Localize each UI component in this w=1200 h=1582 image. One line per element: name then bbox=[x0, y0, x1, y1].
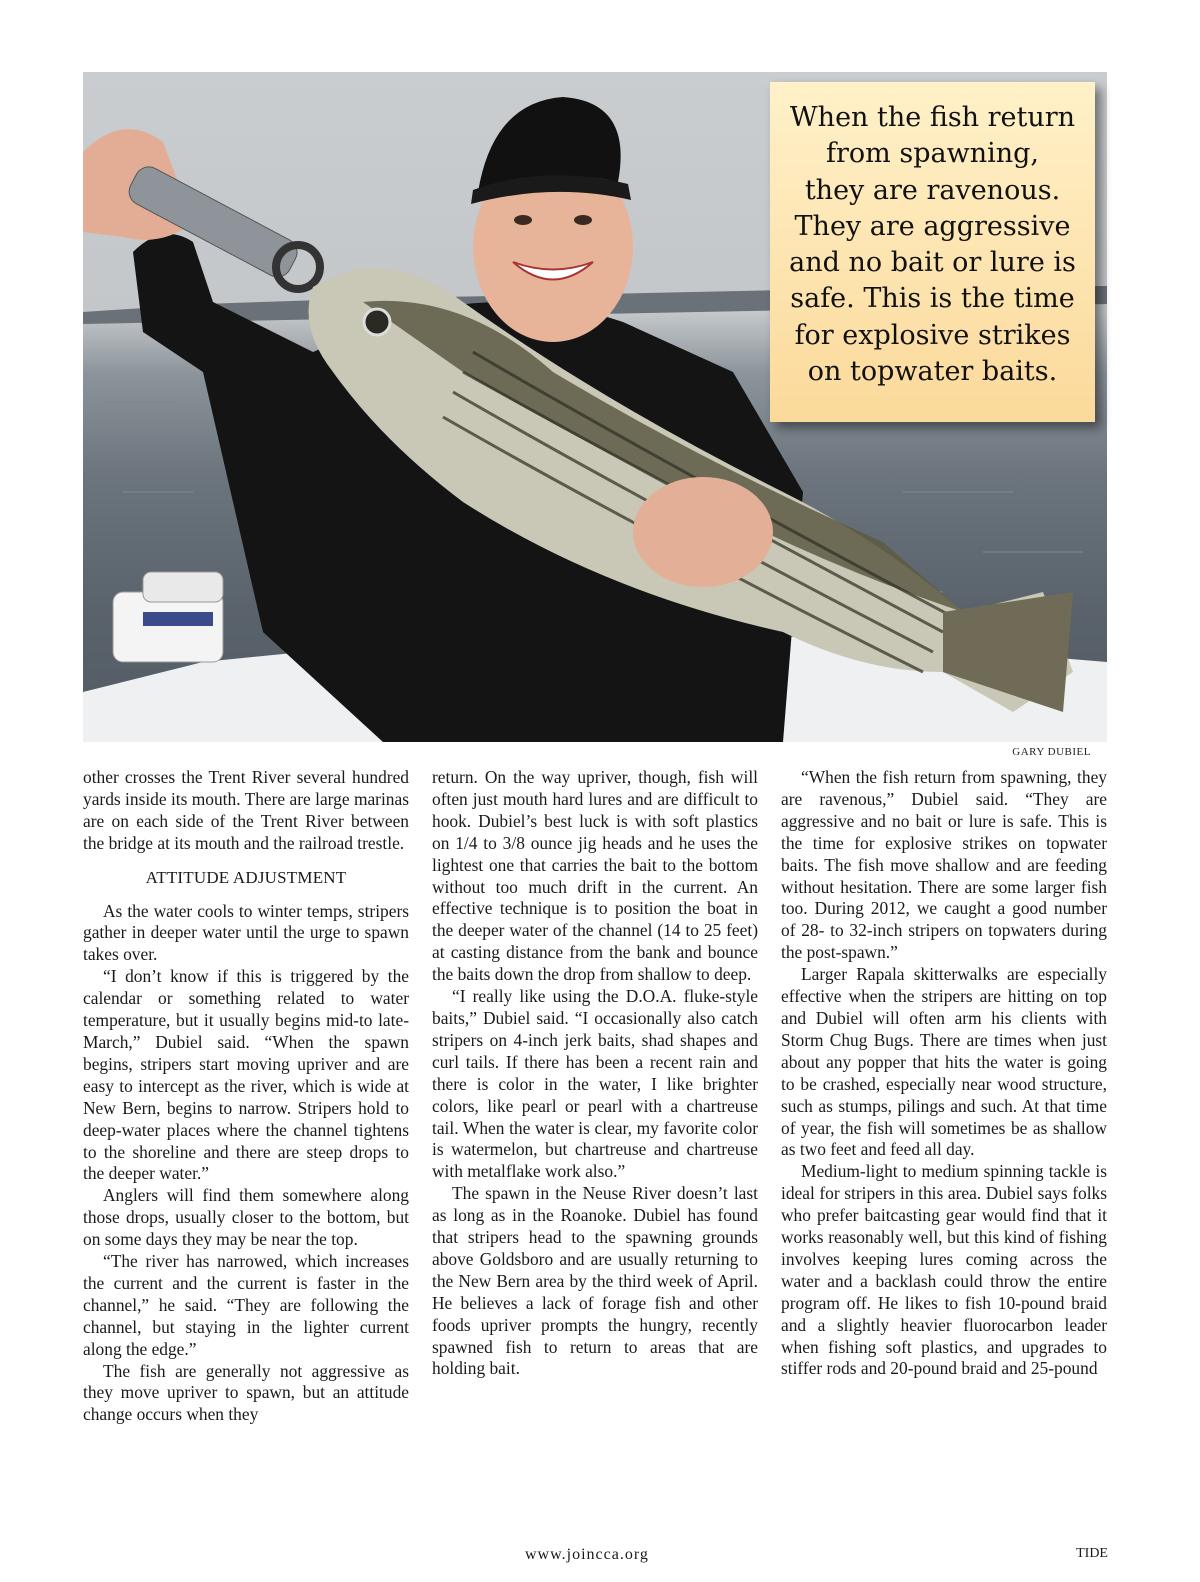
paragraph: The spawn in the Neuse River doesn’t last as long as in the Roanoke. Dubiel has found that stripers head to the spawning grounds above Goldsboro and are usually returning to the New Bern area by the third week of April. He believes a lack of forage fish and other foods upriver prompts the hungry, recently spawned fish to return to areas that are holding bait. bbox=[432, 1183, 758, 1379]
article-column-3 bbox=[781, 767, 1107, 1380]
pull-quote-line: They are aggressive bbox=[794, 210, 1071, 242]
pull-quote bbox=[770, 82, 1095, 422]
paragraph: other crosses the Trent River several hundred yards inside its mouth. There are large marinas are on each side of the Trent River between the bridge at its mouth and the railroad trestle. bbox=[83, 767, 409, 853]
pull-quote-line: from spawning, bbox=[826, 138, 1039, 170]
paragraph: Medium-light to medium spinning tackle is ideal for stripers in this area. Dubiel says folks who prefer baitcasting gear would find that it works reasonably well, but this kind of fishing involves keeping lures coming across the water and a backlash could throw the entire program off. He likes to fish 10-pound braid and a slightly heavier fluorocarbon leader when fishing soft plastics, and upgrades to stiffer rods and 20-pound braid and 25-pound bbox=[781, 1161, 1107, 1379]
pull-quote-line: on topwater baits. bbox=[807, 356, 1058, 388]
trolling-motor bbox=[113, 572, 223, 662]
section-heading: ATTITUDE ADJUSTMENT bbox=[145, 867, 347, 887]
paragraph: Larger Rapala skitterwalks are especially effective when the stripers are hitting on top and Dubiel will often arm his clients with Storm Chug Bugs. There are times when just about any popper that hits the water is going to be crashed, especially near wood structure, such as stumps, pilings and such. At that time of year, the fish will sometimes be as shallow as two feet and feed all day. bbox=[781, 964, 1107, 1160]
footer-url[interactable]: www.joincca.org bbox=[525, 1546, 649, 1563]
photo-credit: GARY DUBIEL bbox=[1012, 746, 1091, 758]
paragraph: “The river has narrowed, which increases the current and the current is faster in the channel,” he said. “They are following the channel, but staying in the lighter current along the edge.” bbox=[83, 1251, 409, 1359]
pull-quote-line: safe. This is the time bbox=[790, 283, 1075, 315]
article-column-2 bbox=[432, 767, 758, 1380]
paragraph: “I don’t know if this is triggered by the calendar or something related to water temperature, but it usually begins mid-to late-March,” Dubiel said. “When the spawn begins, stripers start moving upriver and are easy to intercept as the river, which is wide at New Bern, begins to narrow. Stripers hold to deep-water places where the channel tightens to the shoreline and there are steep drops to the deeper water.” bbox=[83, 966, 409, 1184]
paragraph: The fish are generally not aggressive as they move upriver to spawn, but an attitude change occurs when they bbox=[83, 1360, 409, 1425]
footer-section-name: TIDE bbox=[1076, 1546, 1108, 1561]
paragraph: Anglers will find them somewhere along those drops, usually closer to the bottom, but on some days they may be near the top. bbox=[83, 1185, 409, 1250]
pull-quote-line: for explosive strikes bbox=[794, 319, 1071, 351]
paragraph: As the water cools to winter temps, stripers gather in deeper water until the urge to spawn takes over. bbox=[83, 900, 409, 965]
pull-quote-line: they are ravenous. bbox=[804, 174, 1061, 206]
pull-quote-line: and no bait or lure is bbox=[789, 247, 1076, 279]
paragraph: “When the fish return from spawning, they are ravenous,” Dubiel said. “They are aggressive and no bait or lure is safe. This is the time for explosive strikes on topwater baits. The fish move shallow and are feeding without hesitation. There are some larger fish too. During 2012, we caught a good number of 28- to 32-inch stripers on topwaters during the post-spawn.” bbox=[781, 767, 1107, 963]
article-column-1 bbox=[83, 767, 409, 1426]
paragraph: return. On the way upriver, though, fish will often just mouth hard lures and are difficult to hook. Dubiel’s best luck is with soft plastics on 1/4 to 3/8 ounce jig heads and he uses the lightest one that carries the bait to the bottom without too much drift in the current. An effective technique is to position the boat in the deeper water of the channel (14 to 25 feet) at casting distance from the bank and bounce the baits down the drop from shallow to deep. bbox=[432, 767, 758, 985]
pull-quote-line: When the fish return bbox=[789, 102, 1076, 133]
paragraph: “I really like using the D.O.A. fluke-style baits,” Dubiel said. “I occasionally also catch stripers on 4-inch jerk baits, shad shapes and curl tails. If there has been a recent rain and there is color in the water, I like brighter colors, like pearl or pearl with a chartreuse tail. When the water is clear, my favorite color is watermelon, but chartreuse and chartreuse with metalflake work also.” bbox=[432, 986, 758, 1182]
